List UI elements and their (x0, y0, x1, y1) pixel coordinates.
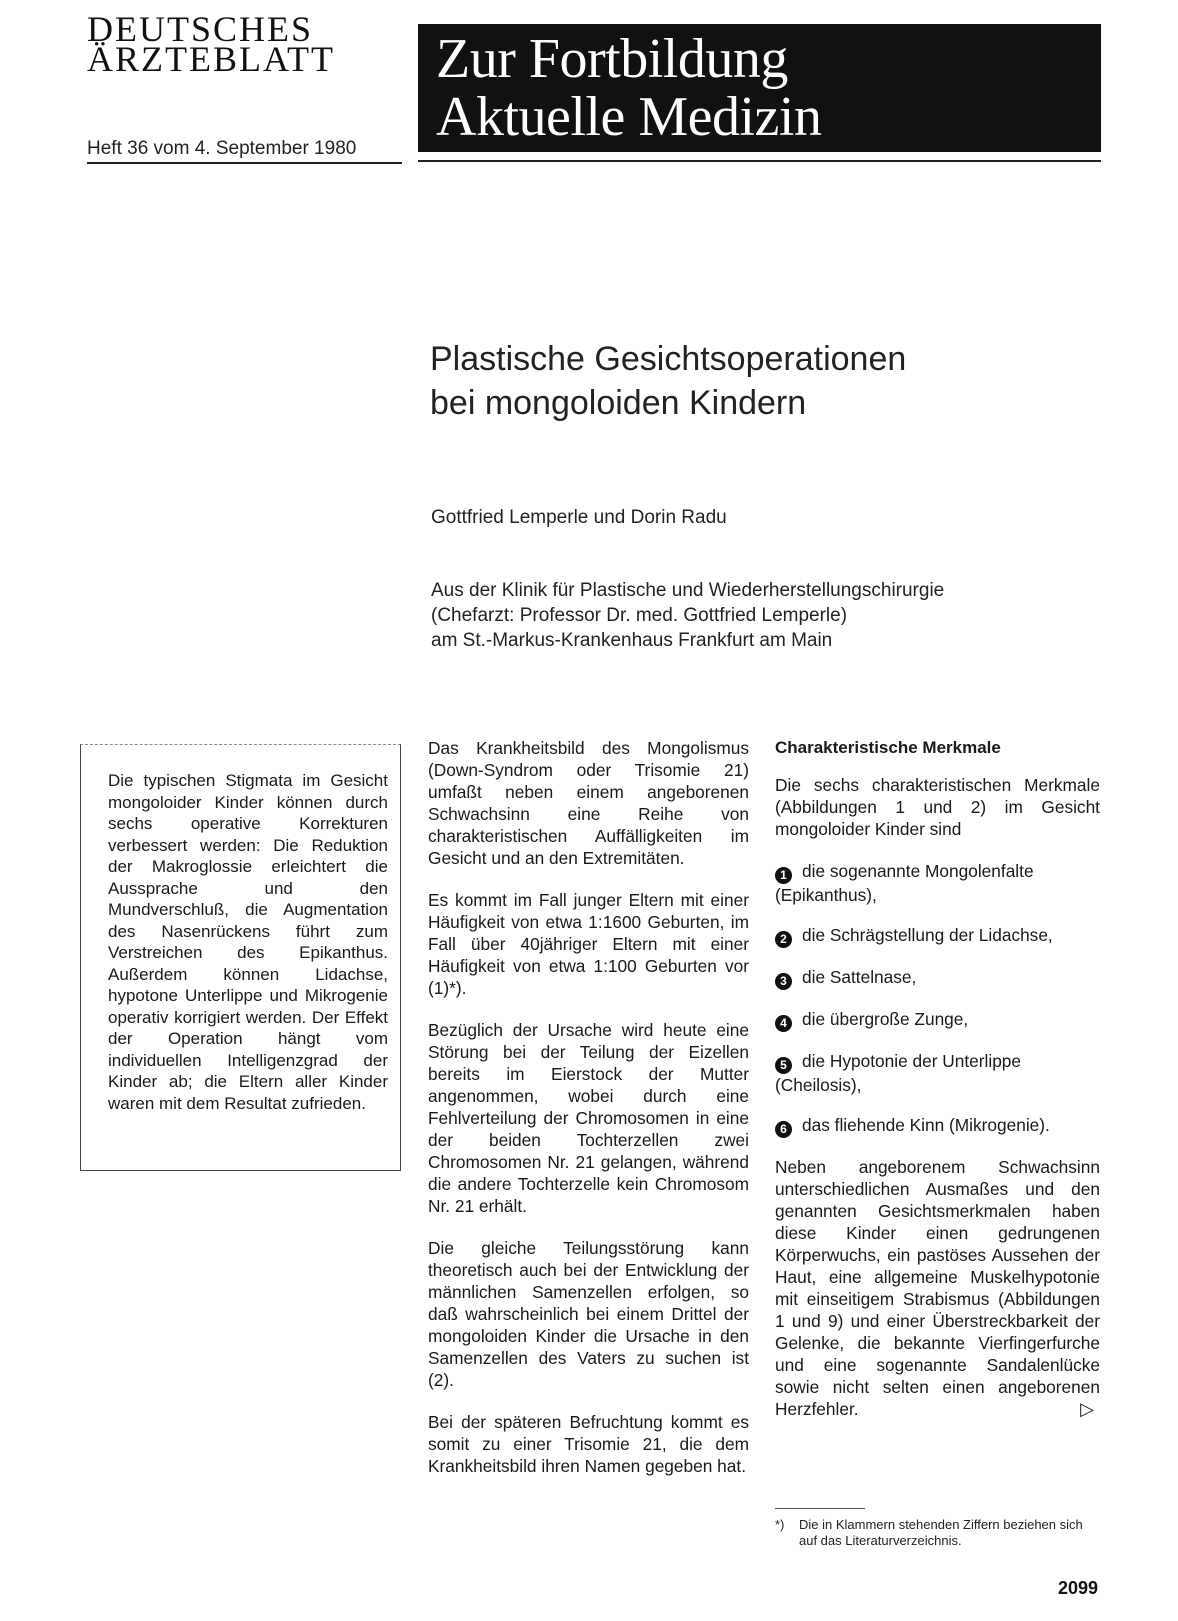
paragraph: Die sechs charakteristischen Merkmale (Abbildungen 1 und 2) im Gesicht mongoloider Kinder sind (775, 775, 1100, 839)
body-column-2 (428, 737, 749, 1497)
paragraph: Bezüglich der Ursache wird heute eine Störung bei der Teilung der Eizellen bereits im Eierstock der Mutter angenommen, wobei durch eine Fehlverteilung der Chromosomen in eine der beiden Tochterzellen zwei Chromosomen Nr. 21 gelangen, während die andere Tochterzelle kein Chromosom Nr. 21 erhält. (428, 1020, 749, 1216)
number-badge-icon: 1 (775, 867, 792, 884)
page-number: 2099 (1058, 1578, 1099, 1598)
list-item-text: die Hypotonie der Unterlippe (Cheilosis), (775, 1051, 1022, 1095)
footnote (775, 1517, 1100, 1549)
paragraph (775, 1156, 1100, 1420)
footnote-text: Die in Klammern stehenden Ziffern beziehen sich auf das Literaturverzeichnis. (799, 1517, 1083, 1548)
continue-arrow-icon: ▷ (1080, 1399, 1094, 1419)
article-authors: Gottfried Lemperle und Dorin Radu (431, 507, 727, 528)
banner-line-1: Zur Fortbildung (436, 28, 788, 90)
section-banner (418, 24, 1101, 152)
abstract-text: Die typischen Stigmata im Gesicht mongoloider Kinder können durch sechs operative Korrekturen verbessert werden: Die Reduktion der Makroglossie erleichtert die Aussprache und den Mundverschluß, die Augmentation des Nasenrückens führt zum Verstreichen des Epikanthus. Außerdem können Lidachse, hypotone Unterlippe und Mikrogenie operativ korrigiert werden. Der Effekt der Operation hängt vom individuellen Intelligenzgrad der Kinder ab; die Eltern aller Kinder waren mit dem Resultat zufrieden. (108, 771, 388, 1113)
article-affiliation (431, 578, 944, 653)
list-item-text: das fliehende Kinn (Mikrogenie). (802, 1115, 1050, 1135)
footnote-rule (775, 1508, 865, 1509)
section-heading: Charakteristische Merkmale (775, 738, 1001, 757)
masthead-line-1: DEUTSCHES (87, 9, 314, 49)
article-title (430, 337, 1090, 425)
header-rule-left (87, 162, 402, 164)
affiliation-line-3: am St.-Markus-Krankenhaus Frankfurt am Main (431, 630, 833, 651)
body-column-3 (775, 737, 1100, 1440)
list-item-text: die Schrägstellung der Lidachse, (802, 925, 1053, 945)
list-item (775, 1114, 1100, 1138)
paragraph: Bei der späteren Befruchtung kommt es somit zu einer Trisomie 21, die dem Krankheitsbild ihren Namen gegeben hat. (428, 1412, 749, 1476)
number-badge-icon: 5 (775, 1057, 792, 1074)
paragraph: Das Krankheitsbild des Mongolismus (Down-Syndrom oder Trisomie 21) umfaßt neben einem angeborenen Schwachsinn eine Reihe von charakteristischen Auffälligkeiten im Gesicht und an den Extremitäten. (428, 738, 749, 868)
banner-line-2: Aktuelle Medizin (436, 86, 822, 148)
list-item (775, 1008, 1100, 1032)
footnote-mark: *) (775, 1517, 785, 1532)
list-item (775, 1050, 1100, 1096)
closing-text: Neben angeborenem Schwachsinn unterschiedlichen Ausmaßes und den genannten Gesichtsmerkmalen haben diese Kinder einen gedrungenen Körperwuchs, ein pastöses Aussehen der Haut, eine allgemeine Muskelhypotonie mit einseitigem Strabismus (Abbildungen 1 und 9) und einer Überstreckbarkeit der Gelenke, die bekannte Vierfingerfurche und eine sogenannte Sandalenlücke sowie nicht selten einen angeborenen Herzfehler. (775, 1157, 1100, 1419)
number-badge-icon: 2 (775, 931, 792, 948)
abstract-box (80, 744, 401, 1171)
issue-date: Heft 36 vom 4. September 1980 (87, 138, 357, 159)
number-badge-icon: 4 (775, 1015, 792, 1032)
list-item (775, 966, 1100, 990)
number-badge-icon: 3 (775, 973, 792, 990)
list-item-text: die sogenannte Mongolenfalte (Epikanthus), (775, 861, 1034, 905)
number-badge-icon: 6 (775, 1121, 792, 1138)
affiliation-line-2: (Chefarzt: Professor Dr. med. Gottfried Lemperle) (431, 605, 848, 626)
masthead-line-2: ÄRZTEBLATT (87, 39, 335, 79)
list-item-text: die übergroße Zunge, (802, 1009, 969, 1029)
list-item (775, 924, 1100, 948)
article-title-line-1: Plastische Gesichtsoperationen (430, 340, 907, 378)
list-item-text: die Sattelnase, (802, 967, 917, 987)
affiliation-line-1: Aus der Klinik für Plastische und Wiederherstellungschirurgie (431, 580, 945, 601)
paragraph: Es kommt im Fall junger Eltern mit einer Häufigkeit von etwa 1:1600 Geburten, im Fall über 40jähriger Eltern mit einer Häufigkeit von etwa 1:100 Geburten vor (1)*). (428, 890, 749, 998)
masthead-logo (87, 9, 402, 79)
article-title-line-2: bei mongoloiden Kindern (430, 384, 807, 422)
list-item (775, 860, 1100, 906)
header-rule-right (418, 160, 1101, 162)
paragraph: Die gleiche Teilungsstörung kann theoretisch auch bei der Entwicklung der männlichen Samenzellen erfolgen, so daß wahrscheinlich bei einem Drittel der mongoloiden Kinder die Ursache in den Samenzellen des Vaters zu suchen ist (2). (428, 1238, 749, 1390)
